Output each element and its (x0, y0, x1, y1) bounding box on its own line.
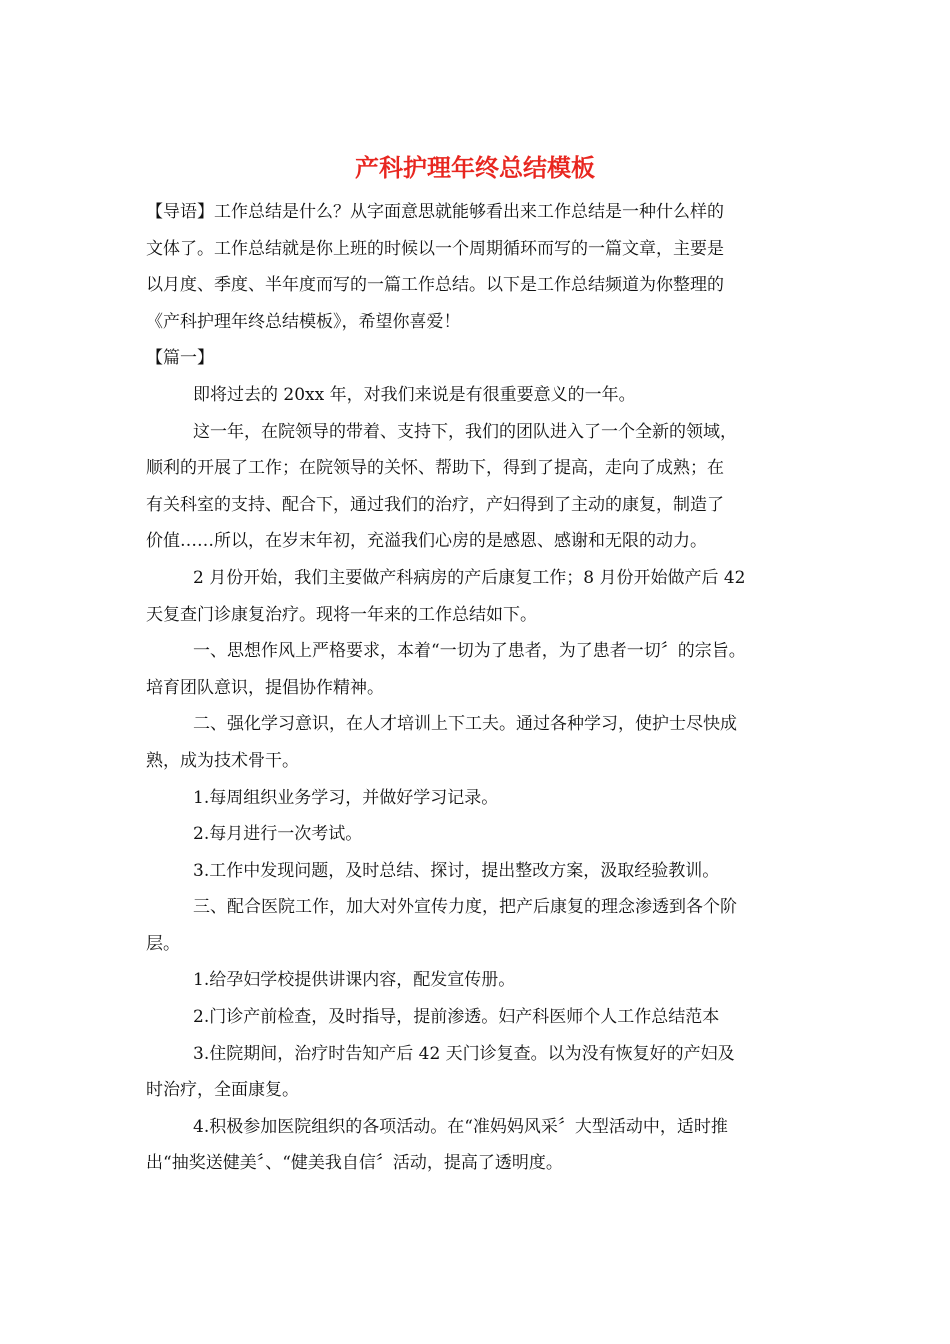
text-line: 顺利的开展了工作；在院领导的关怀、帮助下，得到了提高，走向了成熟；在 (146, 458, 724, 479)
text-line: 文体了。工作总结就是你上班的时候以一个周期循环而写的一篇文章，主要是 (146, 238, 724, 259)
text-line: 1.每周组织业务学习，并做好学习记录。 (193, 787, 499, 808)
text-line: 这一年，在院领导的带着、支持下，我们的团队进入了一个全新的领域， (193, 421, 737, 442)
text-line: 有关科室的支持、配合下，通过我们的治疗，产妇得到了主动的康复，制造了 (146, 494, 724, 515)
text-line: 3.住院期间，治疗时告知产后 42 天门诊复查。以为没有恢复好的产妇及 (193, 1043, 735, 1064)
text-line: 4.积极参加医院组织的各项活动。在“准妈妈风采〞大型活动中，适时推 (193, 1116, 728, 1137)
text-line: 【篇一】 (146, 348, 214, 369)
text-line: 一、思想作风上严格要求，本着“一切为了患者，为了患者一切〞的宗旨。 (193, 641, 746, 662)
text-line: 即将过去的 20xx 年，对我们来说是有很重要意义的一年。 (193, 384, 636, 405)
document-body (146, 194, 820, 1182)
text-line: 3.工作中发现问题，及时总结、探讨，提出整改方案，汲取经验教训。 (193, 860, 720, 881)
text-line: 价值……所以，在岁末年初，充溢我们心房的是感恩、感谢和无限的动力。 (146, 531, 707, 552)
text-line: 层。 (146, 933, 180, 954)
text-line: 【导语】工作总结是什么？从字面意思就能够看出来工作总结是一种什么样的 (146, 202, 724, 222)
text-line: 时治疗，全面康复。 (146, 1080, 299, 1101)
text-line: 以月度、季度、半年度而写的一篇工作总结。以下是工作总结频道为你整理的 (146, 275, 724, 296)
text-line: 2.每月进行一次考试。 (193, 824, 363, 845)
text-line: 2 月份开始，我们主要做产科病房的产后康复工作；8 月份开始做产后 42 (193, 567, 746, 588)
text-line: 二、强化学习意识，在人才培训上下工夫。通过各种学习，使护士尽快成 (193, 714, 737, 735)
text-line: 出“抽奖送健美〞、“健美我自信〞活动，提高了透明度。 (146, 1153, 563, 1174)
text-line: 熟，成为技术骨干。 (146, 750, 299, 771)
text-line: 天复查门诊康复治疗。现将一年来的工作总结如下。 (146, 604, 537, 625)
text-line: 三、配合医院工作，加大对外宣传力度，把产后康复的理念渗透到各个阶 (193, 897, 737, 918)
text-line: 2.门诊产前检查，及时指导，提前渗透。妇产科医师个人工作总结范本 (193, 1007, 720, 1028)
text-line: 培育团队意识，提倡协作精神。 (146, 677, 384, 698)
document-title: 产科护理年终总结模板 (355, 153, 595, 182)
text-line: 《产科护理年终总结模板》，希望你喜爱！ (146, 311, 461, 332)
text-line: 1.给孕妇学校提供讲课内容，配发宣传册。 (193, 970, 516, 991)
